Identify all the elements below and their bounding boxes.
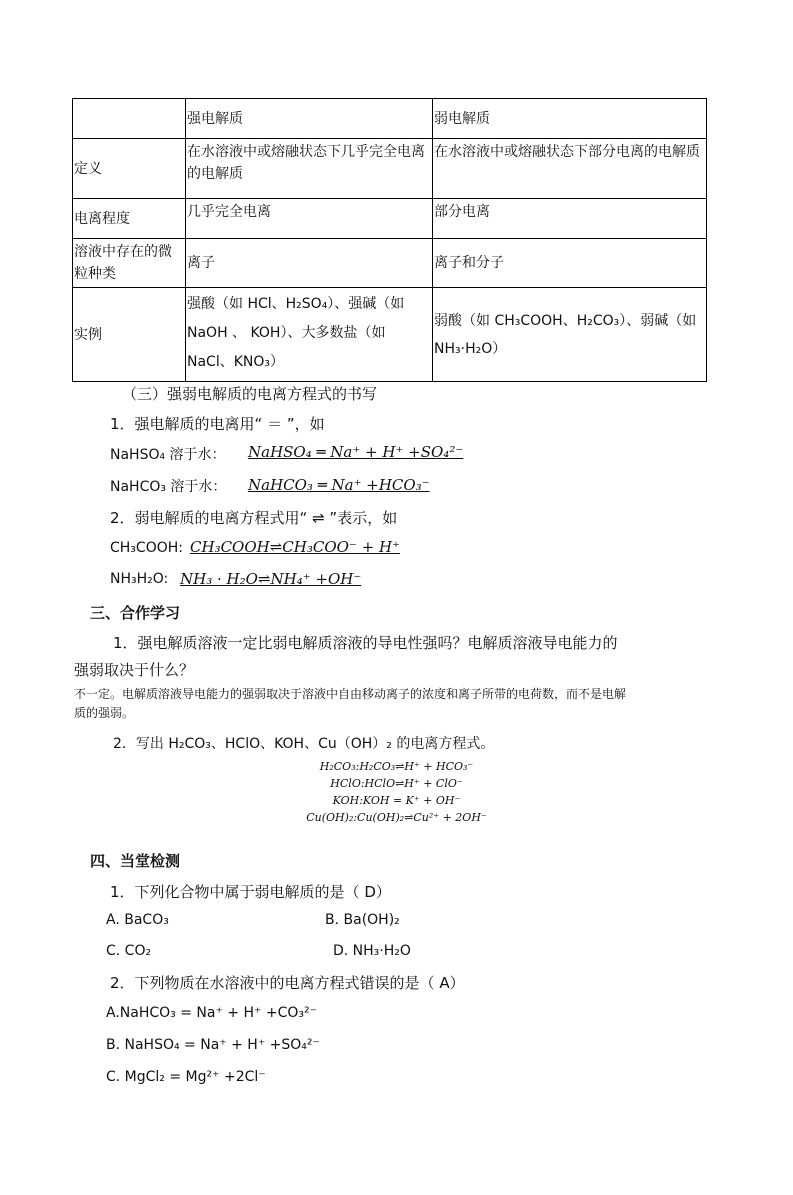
table-header-cell [73,99,186,139]
table-cell: 几乎完全电离 [186,199,433,239]
table-row [73,139,707,199]
option-b: B. Ba(OH)₂ [325,912,400,928]
option-d: D. NH₃·H₂O [333,943,411,959]
table-row [73,288,707,382]
row-label: 电离程度 [73,199,186,239]
table-header-cell: 强电解质 [186,99,433,139]
question-1-line-2: 强弱取决于什么？ [74,661,195,679]
electrolyte-comparison-table [72,98,707,382]
table-cell: 弱酸（如 CH₃COOH、H₂CO₃）、弱碱（如 NH₃·H₂O） [433,288,707,382]
option-a: A. BaCO₃ [106,912,169,928]
option-c: C. MgCl₂ = Mg²⁺ +2Cl⁻ [106,1069,266,1085]
weak-ionization-text: 2．弱电解质的电离方程式用“ ⇌ ”表示，如 [110,509,398,527]
nahco3-label: NaHCO₃ 溶于水： [110,479,227,495]
nahso4-equation: NaHSO₄ ═ Na⁺ + H⁺ +SO₄²⁻ [248,443,464,461]
ionization-equation: KOH:KOH = K⁺ + OH⁻ [332,794,461,807]
table-cell: 部分电离 [433,199,707,239]
table-cell: 离子 [186,239,433,288]
section-title: （三）强弱电解质的电离方程式的书写 [122,385,378,403]
row-label: 溶液中存在的微粒种类 [73,239,186,288]
table-cell: 在水溶液中或熔融状态下几乎完全电离的电解质 [186,139,433,199]
row-label: 实例 [73,288,186,382]
option-a: A.NaHCO₃ = Na⁺ + H⁺ +CO₃²⁻ [106,1005,317,1021]
table-header-cell: 弱电解质 [433,99,707,139]
table-cell: 在水溶液中或熔融状态下部分电离的电解质 [433,139,707,199]
ionization-equation: HClO:HClO⇌H⁺ + ClO⁻ [330,777,463,790]
answer-1-line-1: 不一定。电解质溶液导电能力的强弱取决于溶液中自由移动离子的浓度和离子所带的电荷数，而不是电解 [74,687,627,701]
ionization-equation: H₂CO₃:H₂CO₃⇌H⁺ + HCO₃⁻ [319,760,474,773]
ionization-equation: Cu(OH)₂:Cu(OH)₂⇌Cu²⁺ + 2OH⁻ [306,811,487,824]
nh3-label: NH₃H₂O: [110,571,169,587]
answer-1-line-2: 质的强弱。 [74,706,135,720]
ch3cooh-equation: CH₃COOH⇌CH₃COO⁻ + H⁺ [190,538,400,556]
table-cell: 离子和分子 [433,239,707,288]
question-1-line-1: 1．强电解质溶液一定比弱电解质溶液的导电性强吗？电解质溶液导电能力的 [113,634,618,652]
table-cell: 强酸（如 HCl、H₂SO₄）、强碱（如 NaOH 、 KOH）、大多数盐（如 NaCl、KNO₃） [186,288,433,382]
nahso4-label: NaHSO₄ 溶于水： [110,447,226,463]
check-question-2: 2．下列物质在水溶液中的电离方程式错误的是（ A） [110,974,465,992]
question-2: 2．写出 H₂CO₃、HClO、KOH、Cu（OH）₂ 的电离方程式。 [113,736,495,752]
option-b: B. NaHSO₄ = Na⁺ + H⁺ +SO₄²⁻ [106,1037,320,1053]
check-question-1: 1．下列化合物中属于弱电解质的是（ D） [110,883,391,901]
strong-ionization-text: 1．强电解质的电离用“ ＝ ”，如 [110,415,325,433]
table-row [73,239,707,288]
nahco3-equation: NaHCO₃ ═ Na⁺ +HCO₃⁻ [248,476,430,494]
nh3-equation: NH₃ · H₂O⇌NH₄⁺ +OH⁻ [180,570,362,588]
ch3cooh-label: CH₃COOH: [110,540,183,556]
table-row [73,199,707,239]
cooperative-learning-heading: 三、合作学习 [90,604,181,622]
option-c: C. CO₂ [106,943,152,959]
table-row [73,99,707,139]
classroom-check-heading: 四、当堂检测 [90,852,181,870]
row-label: 定义 [73,139,186,199]
